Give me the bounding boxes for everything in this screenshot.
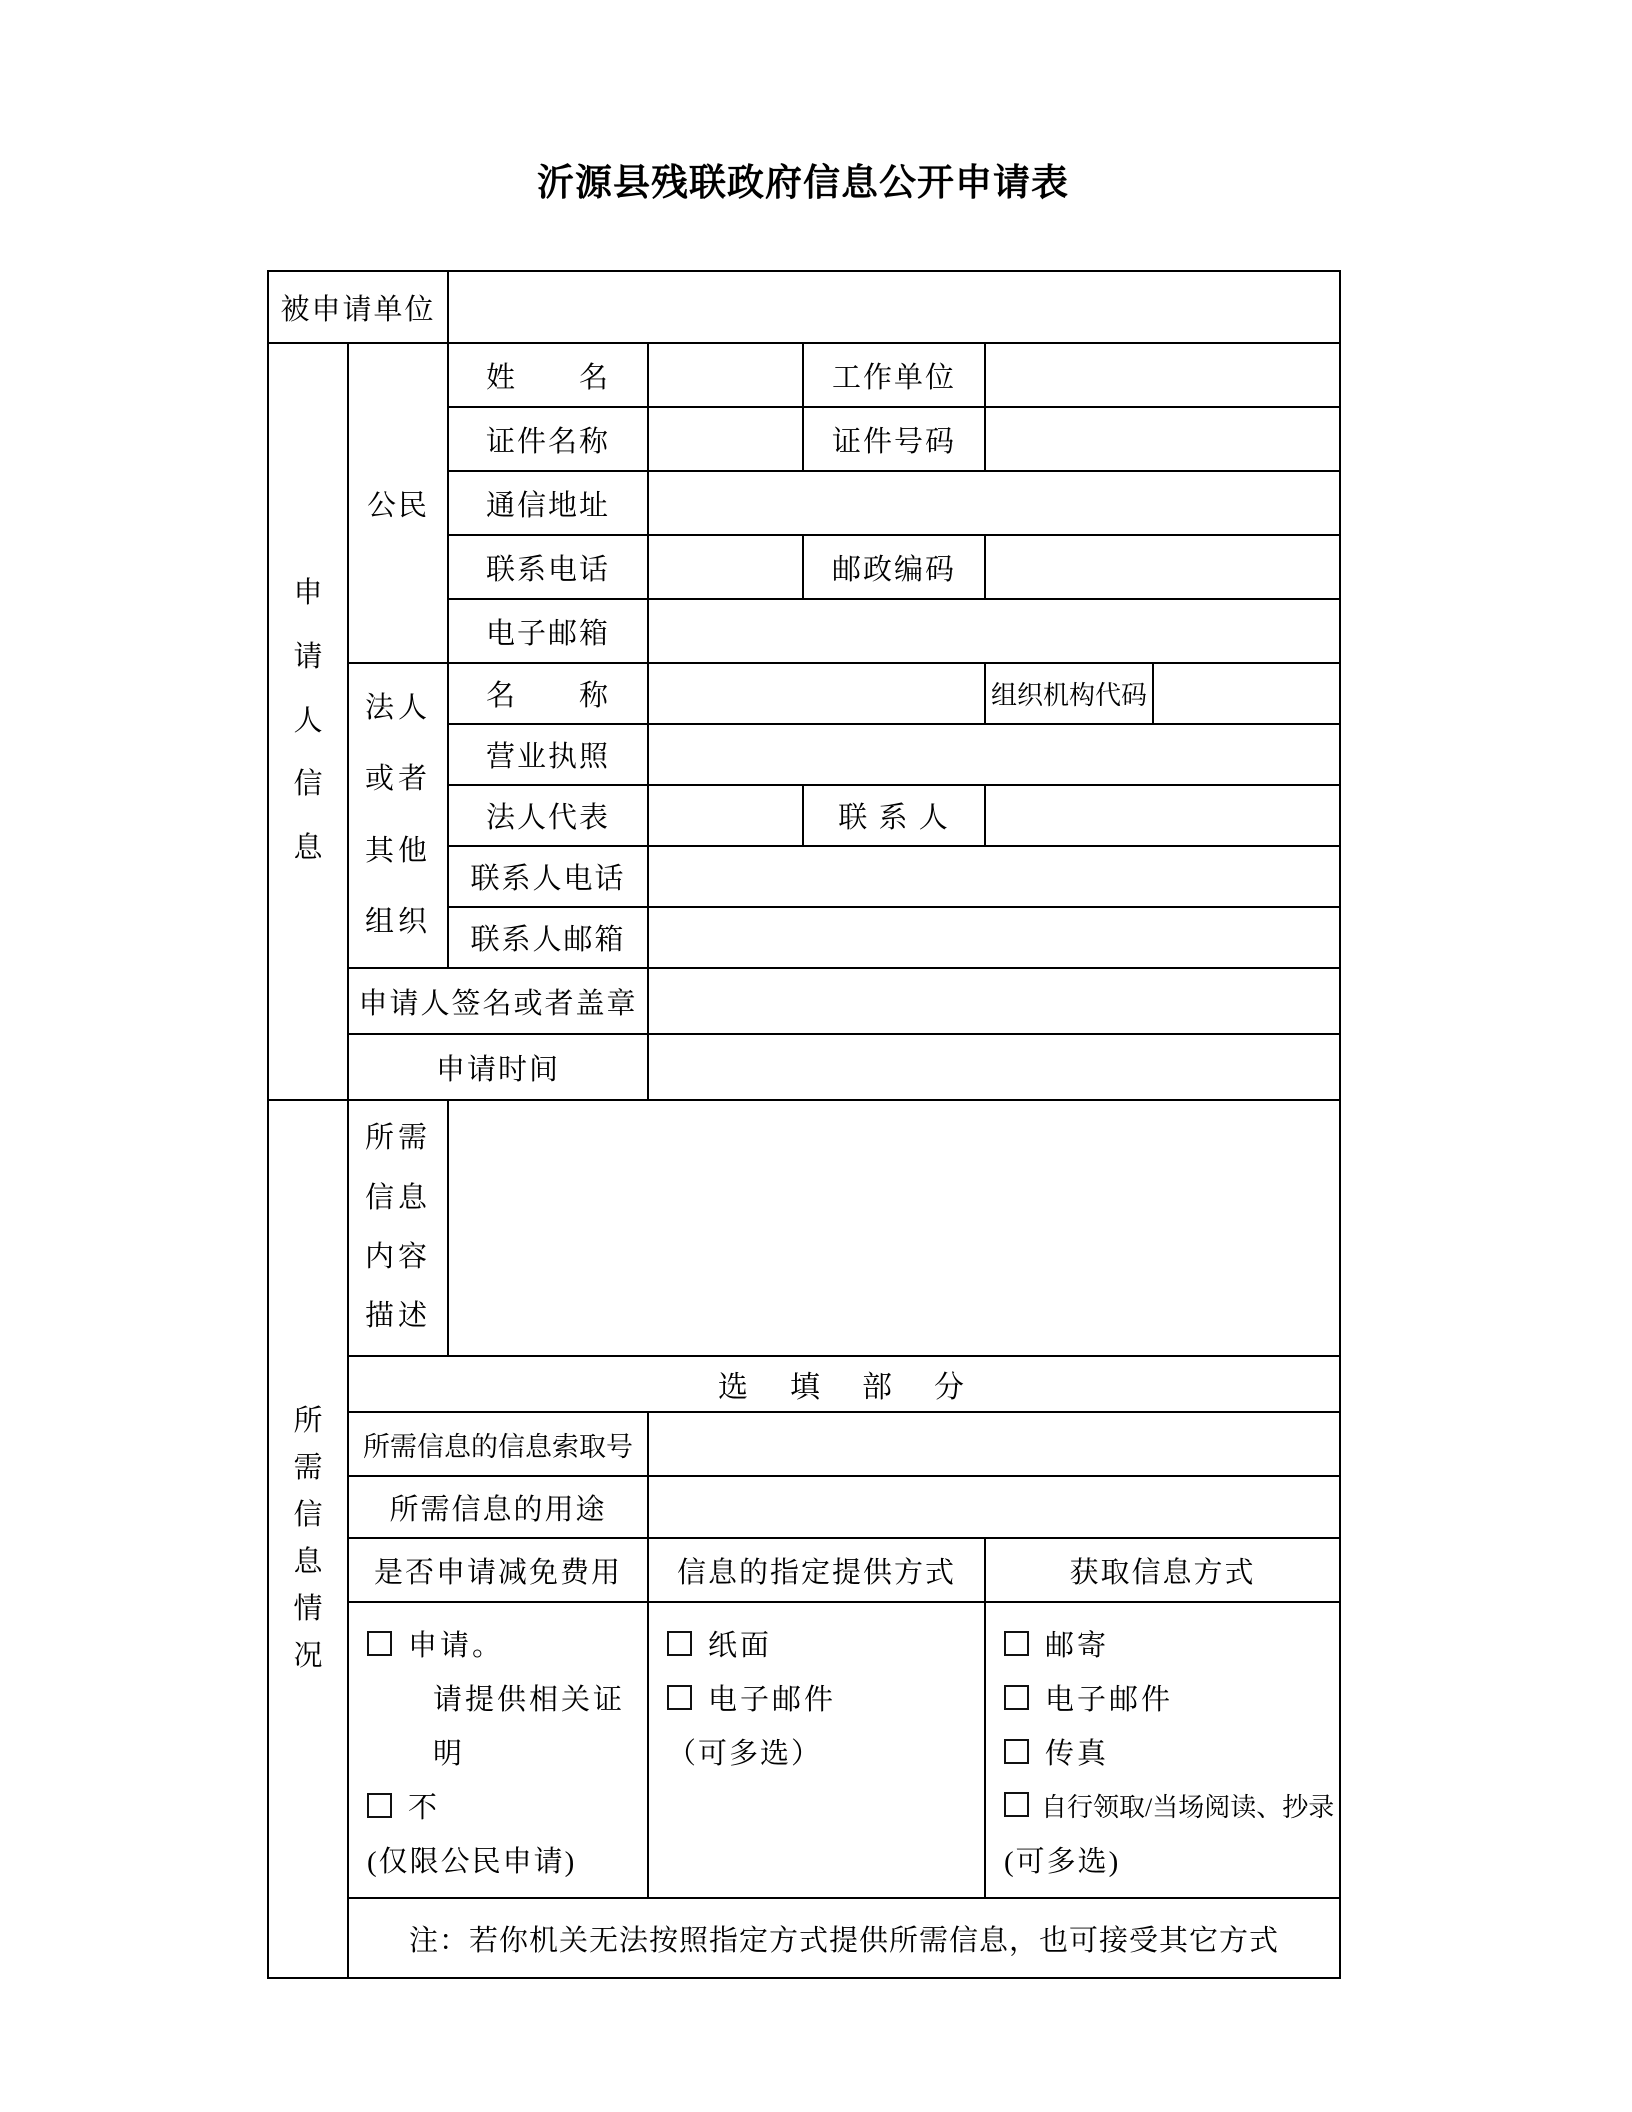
applied-unit-label: 被申请单位 (268, 271, 448, 343)
organization-group-label: 法人或者其他组织 (348, 663, 448, 968)
name-label: 姓 名 (448, 343, 648, 407)
application-form-table (267, 270, 1341, 1979)
contact-phone-field[interactable] (648, 846, 1340, 907)
delivery-method-footnote: （可多选） (667, 1738, 823, 1770)
paper-label: 纸面 (708, 1630, 773, 1662)
self-pickup-label: 自行领取/当场阅读、抄录 (1041, 1793, 1335, 1822)
obtain-method-header: 获取信息方式 (985, 1538, 1340, 1602)
fee-no-checkbox[interactable] (367, 1793, 392, 1818)
address-field[interactable] (648, 471, 1340, 535)
apply-date-label: 申请时间 (348, 1034, 648, 1100)
fee-no-label: 不 (408, 1792, 441, 1824)
phone-label: 联系电话 (448, 535, 648, 599)
representative-field[interactable] (648, 785, 803, 846)
page-title: 沂源县残联政府信息公开申请表 (537, 162, 1069, 203)
purpose-field[interactable] (648, 1476, 1340, 1538)
address-label: 通信地址 (448, 471, 648, 535)
work-unit-field[interactable] (985, 343, 1340, 407)
org-code-field[interactable] (1153, 663, 1340, 724)
contact-phone-label: 联系人电话 (448, 846, 648, 907)
work-unit-label: 工作单位 (803, 343, 985, 407)
email-field[interactable] (648, 599, 1340, 663)
self-pickup-checkbox[interactable] (1004, 1792, 1029, 1817)
id-type-label: 证件名称 (448, 407, 648, 471)
fee-apply-note: 请提供相关证明 (433, 1684, 626, 1770)
phone-field[interactable] (648, 535, 803, 599)
id-type-field[interactable] (648, 407, 803, 471)
license-label: 营业执照 (448, 724, 648, 785)
org-name-field[interactable] (648, 663, 985, 724)
required-info-section-label: 所需信息情况 (268, 1100, 348, 1978)
email-label: 电子邮箱 (448, 599, 648, 663)
delivery-method-header: 信息的指定提供方式 (648, 1538, 985, 1602)
fax-label: 传真 (1045, 1738, 1110, 1770)
representative-label: 法人代表 (448, 785, 648, 846)
id-number-field[interactable] (985, 407, 1340, 471)
id-number-label: 证件号码 (803, 407, 985, 471)
org-code-label: 组织机构代码 (985, 663, 1153, 724)
applicant-info-section-label: 申请人信息 (268, 343, 348, 1100)
contact-email-field[interactable] (648, 907, 1340, 968)
obtain-method-footnote: (可多选) (1004, 1846, 1121, 1878)
citizen-group-label: 公民 (348, 343, 448, 663)
optional-section-header: 选 填 部 分 (348, 1356, 1340, 1412)
mail-label: 邮寄 (1045, 1630, 1110, 1662)
obtain-email-label: 电子邮件 (1045, 1684, 1174, 1716)
description-field[interactable] (448, 1100, 1340, 1356)
obtain-email-checkbox[interactable] (1004, 1685, 1029, 1710)
description-label: 所需信息内容描述 (348, 1100, 448, 1356)
fax-checkbox[interactable] (1004, 1739, 1029, 1764)
fee-waiver-footnote: (仅限公民申请) (367, 1846, 577, 1878)
obtain-method-options (985, 1602, 1340, 1898)
fee-apply-checkbox[interactable] (367, 1631, 392, 1656)
index-number-label: 所需信息的信息索取号 (348, 1412, 648, 1476)
apply-date-field[interactable] (648, 1034, 1340, 1100)
signature-label: 申请人签名或者盖章 (348, 968, 648, 1034)
index-number-field[interactable] (648, 1412, 1340, 1476)
delivery-email-label: 电子邮件 (708, 1684, 837, 1716)
delivery-method-options (648, 1602, 985, 1898)
contact-field[interactable] (985, 785, 1340, 846)
form-note: 注：若你机关无法按照指定方式提供所需信息，也可接受其它方式 (348, 1898, 1340, 1978)
fee-waiver-options (348, 1602, 648, 1898)
postcode-label: 邮政编码 (803, 535, 985, 599)
postcode-field[interactable] (985, 535, 1340, 599)
applied-unit-field[interactable] (448, 271, 1340, 343)
org-name-label: 名 称 (448, 663, 648, 724)
paper-checkbox[interactable] (667, 1631, 692, 1656)
name-field[interactable] (648, 343, 803, 407)
fee-waiver-header: 是否申请减免费用 (348, 1538, 648, 1602)
license-field[interactable] (648, 724, 1340, 785)
fee-apply-label: 申请。 (408, 1630, 505, 1662)
purpose-label: 所需信息的用途 (348, 1476, 648, 1538)
contact-email-label: 联系人邮箱 (448, 907, 648, 968)
signature-field[interactable] (648, 968, 1340, 1034)
mail-checkbox[interactable] (1004, 1631, 1029, 1656)
delivery-email-checkbox[interactable] (667, 1685, 692, 1710)
contact-label: 联 系 人 (803, 785, 985, 846)
